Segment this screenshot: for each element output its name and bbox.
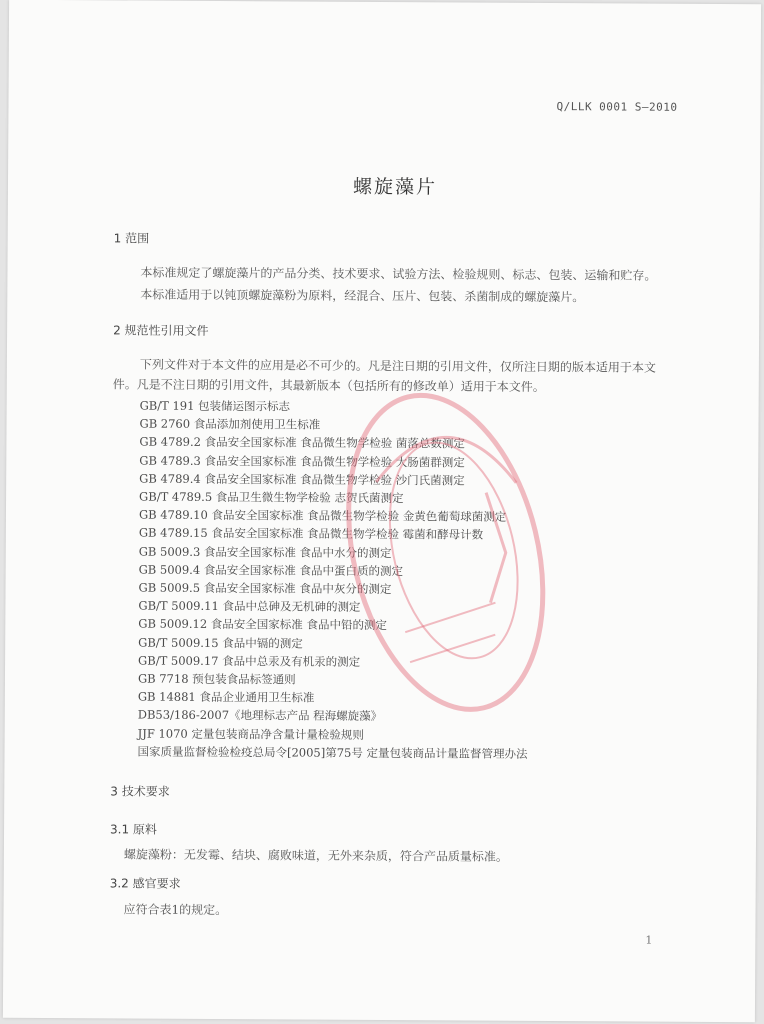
scope-paragraph-2: 本标准适用于以钝顶螺旋藻粉为原料，经混合、压片、包装、杀菌制成的螺旋藻片。 [140, 287, 585, 305]
page-number: 1 [645, 933, 653, 947]
section-heading-requirements: 3 技术要求 [110, 784, 170, 799]
references-intro-line-2: 件。凡是不注日期的引用文件，其最新版本（包括所有的修改单）适用于本文件。 [112, 377, 545, 394]
reference-item: GB 5009.4 食品安全国家标准 食品中蛋白质的测定 [138, 562, 404, 578]
subsection-heading-materials: 3.1 原料 [110, 822, 157, 837]
reference-item: GB 7718 预包装食品标签通则 [137, 671, 296, 687]
reference-item: GB/T 5009.17 食品中总汞及有机汞的测定 [138, 653, 361, 669]
reference-item: GB/T 5009.11 食品中总砷及无机砷的测定 [138, 598, 361, 615]
document-code: Q/LLK 0001 S—2010 [556, 100, 678, 114]
reference-item: GB 5009.3 食品安全国家标准 食品中水分的测定 [138, 544, 392, 560]
reference-item: 国家质量监督检验检疫总局令[2005]第75号 定量包装商品计量监督管理办法 [137, 744, 528, 761]
materials-paragraph: 螺旋藻粉：无发霉、结块、腐败味道，无外来杂质，符合产品质量标准。 [123, 847, 508, 864]
reference-item: GB 14881 食品企业通用卫生标准 [137, 689, 315, 705]
reference-item: GB 4789.4 食品安全国家标准 食品微生物学检验 沙门氏菌测定 [139, 471, 465, 488]
page-title: 螺旋藻片 [352, 175, 438, 199]
scope-paragraph-1: 本标准规定了螺旋藻片的产品分类、技术要求、试验方法、检验规则、标志、包装、运输和贮存。 [140, 265, 657, 283]
reference-item: GB/T 4789.5 食品卫生微生物学检验 志贺氏菌测定 [139, 489, 404, 506]
subsection-heading-sensory: 3.2 感官要求 [109, 876, 181, 891]
references-intro-line-1: 下列文件对于本文件的应用是必不可少的。凡是注日期的引用文件，仅所注日期的版本适用于本文 [139, 357, 656, 375]
reference-item: DB53/186-2007《地理标志产品 程海螺旋藻》 [137, 707, 383, 724]
section-heading-references: 2 规范性引用文件 [113, 323, 209, 338]
reference-item: GB 4789.10 食品安全国家标准 食品微生物学检验 金黄色葡萄球菌测定 [138, 507, 507, 524]
sensory-paragraph: 应符合表1的规定。 [123, 902, 228, 918]
reference-item: GB 4789.3 食品安全国家标准 食品微生物学检验 大肠菌群测定 [139, 453, 465, 470]
reference-item: GB 5009.12 食品安全国家标准 食品中铅的测定 [138, 616, 388, 633]
reference-item: GB 4789.15 食品安全国家标准 食品微生物学检验 霉菌和酵母计数 [138, 525, 484, 543]
reference-item: GB 5009.5 食品安全国家标准 食品中灰分的测定 [138, 580, 392, 597]
reference-item: GB/T 5009.15 食品中镉的测定 [138, 635, 303, 651]
section-heading-scope: 1 范围 [113, 231, 150, 246]
reference-item: GB/T 191 包装储运图示标志 [139, 398, 291, 414]
reference-item: GB 4789.2 食品安全国家标准 食品微生物学检验 菌落总数测定 [139, 434, 465, 451]
reference-item: JJF 1070 定量包装商品净含量计量检验规则 [137, 726, 364, 742]
reference-item: GB 2760 食品添加剂使用卫生标准 [139, 416, 321, 432]
document-page [3, 0, 761, 1022]
